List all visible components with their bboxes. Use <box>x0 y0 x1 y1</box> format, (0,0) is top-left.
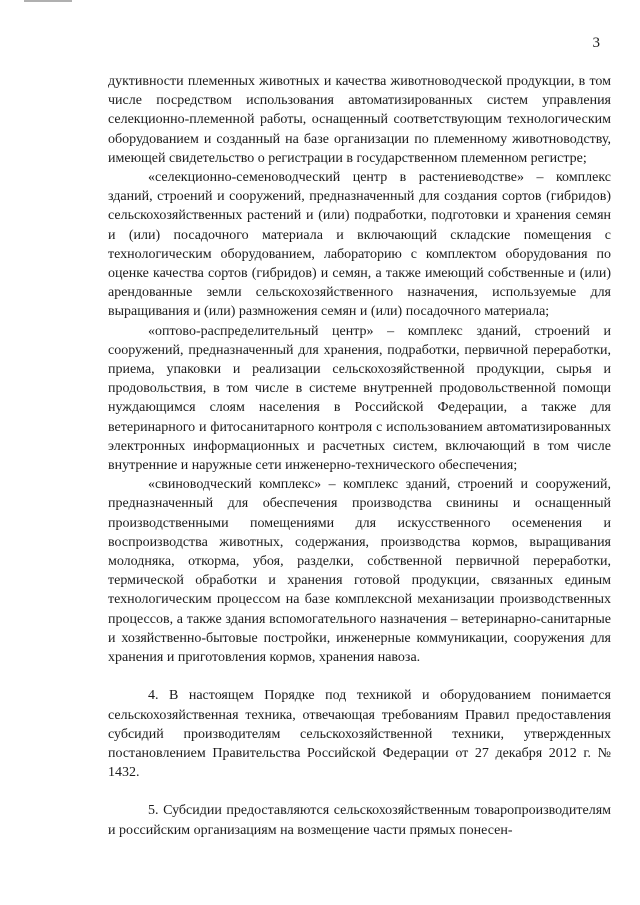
document-body <box>108 72 611 840</box>
paragraph-livestock-center-end: дуктивности племенных животных и качества животноводческой продукции, в том числе посредством использования автоматизированных систем управления селекционно-племенной работы, оснащенный соответствующим технологическим оборудованием и созданный на базе организации по племенному животноводству, имеющей свидетельство о регистрации в государственном племенном регистре; <box>108 74 611 166</box>
paragraph-clause-4: 4. В настоящем Порядке под техникой и оборудованием понимается сельскохозяйственная техника, отвечающая требованиям Правил предоставления субсидий производителям сельскохозяйственной техники, утвержденных постановлением Правительства Российской Федерации от 27 декабря 2012 г. № 1432. <box>108 688 611 781</box>
scan-artifact <box>24 0 72 2</box>
page-number: 3 <box>592 35 600 51</box>
paragraph-seed-center: «селекционно-семеноводческий центр в растениеводстве» – комплекс зданий, строений и сооружений, предназначенный для создания сортов (гибридов) сельскохозяйственных растений и (или) подработки, подготовки и хранения семян и (или) посадочного материала и включающий складские помещения с технологическим оборудованием, лабораторию с комплектом оборудования по оценке качества сортов (гибридов) и семян, а также имеющий собственные и (или) арендованные земли сельскохозяйственного назначения, используемые для выращивания и (или) размножения семян и (или) посадочного материала; <box>108 170 611 320</box>
paragraph-clause-5: 5. Субсидии предоставляются сельскохозяйственным товаропроизводителям и российским организациям на возмещение части прямых понесен- <box>108 803 611 838</box>
paragraph-wholesale-center: «оптово-распределительный центр» – комплекс зданий, строений и сооружений, предназначенный для хранения, подработки, первичной переработки, приема, упаковки и реализации сельскохозяйственной продукции, сырья и продовольствия, в том числе в системе внутренней продовольственной помощи нуждающимся слоям населения в Российской Федерации, а также для ветеринарного и фитосанитарного контроля с использованием автоматизированных электронных информационных и расчетных систем, включающий в том числе внутренние и наружные сети инженерно-технического обеспечения; <box>108 323 611 474</box>
paragraph-pig-complex: «свиноводческий комплекс» – комплекс зданий, строений и сооружений, предназначенный для обеспечения производства свинины и оснащенный производственными помещениями для искусственного осеменения и воспроизводства животных, содержания, производства кормов, выращивания молодняка, откорма, убоя, разделки, собственной первичной переработки, термической обработки и хранения готовой продукции, связанных единым технологическим процессом на базе комплексной механизации производственных процессов, а также здания вспомогательного назначения – ветеринарно-санитарные и хозяйственно-бытовые постройки, инженерные коммуникации, сооружения для хранения и приготовления кормов, хранения навоза. <box>108 477 611 666</box>
